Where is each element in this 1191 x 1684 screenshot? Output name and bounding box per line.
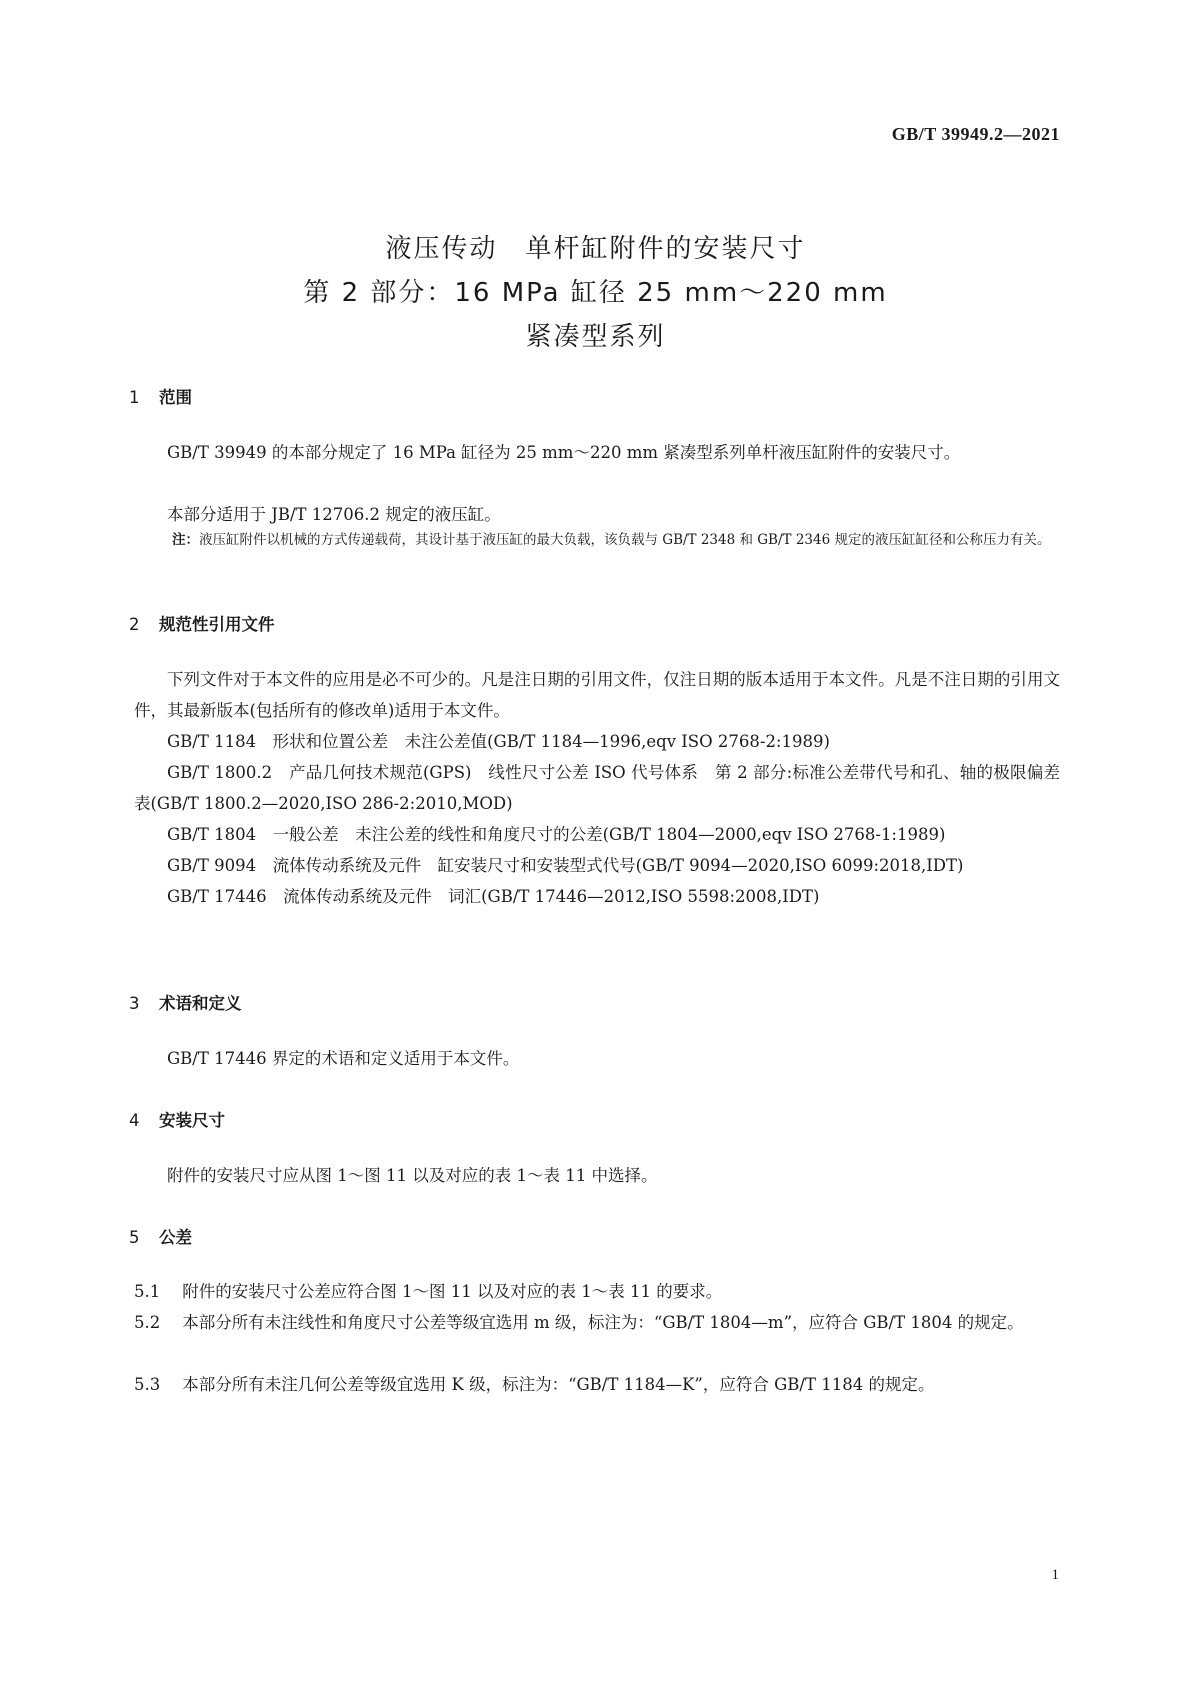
section-title: 规范性引用文件: [159, 615, 275, 634]
section-4-heading: [129, 1107, 225, 1131]
section-2-intro: 下列文件对于本文件的应用是必不可少的。凡是注日期的引用文件，仅注日期的版本适用于本文件。凡是不注日期的引用文件，其最新版本(包括所有的修改单)适用于本文件。: [134, 670, 1060, 720]
note-label: 注：: [172, 532, 199, 548]
section-title: 安装尺寸: [159, 1111, 225, 1130]
section-1-note: [172, 528, 1060, 553]
section-number: 3: [129, 994, 140, 1013]
section-number: 4: [129, 1111, 140, 1130]
section-title: 术语和定义: [159, 994, 242, 1013]
title-line-2: 第 2 部分：16 MPa 缸径 25 mm～220 mm: [303, 278, 888, 308]
title-line-1: 液压传动 单杆缸附件的安装尺寸: [385, 234, 806, 264]
section-5-heading: [129, 1224, 192, 1248]
reference-list: [134, 726, 1060, 912]
reference-item: GB/T 1800.2 产品几何技术规范(GPS) 线性尺寸公差 ISO 代号体系 第 2 部分:标准公差带代号和孔、轴的极限偏差表(GB/T 1800.2—2020,ISO 286-2:2010,MOD): [134, 763, 1060, 813]
clause-5-2: [134, 1307, 1060, 1338]
clause-number: 5.3: [134, 1375, 161, 1394]
clause-text: 本部分所有未注几何公差等级宜选用 K 级，标注为：“GB/T 1184—K”，应符合 GB/T 1184 的规定。: [182, 1375, 935, 1394]
note-text: 液压缸附件以机械的方式传递载荷，其设计基于液压缸的最大负载，该负载与 GB/T 2348 和 GB/T 2346 规定的液压缸缸径和公称压力有关。: [199, 532, 1051, 548]
clause-text: 本部分所有未注线性和角度尺寸公差等级宜选用 m 级，标注为：“GB/T 1804—m”，应符合 GB/T 1804 的规定。: [182, 1313, 1024, 1332]
section-number: 2: [129, 615, 140, 634]
reference-item: GB/T 9094 流体传动系统及元件 缸安装尺寸和安装型式代号(GB/T 9094—2020,ISO 6099:2018,IDT): [167, 856, 964, 875]
section-3-paragraph: GB/T 17446 界定的术语和定义适用于本文件。: [167, 1049, 520, 1068]
section-number: 1: [129, 388, 140, 407]
page-number: 1: [1051, 1567, 1059, 1583]
section-3-heading: [129, 990, 242, 1014]
section-2-heading: [129, 611, 275, 635]
reference-item: GB/T 1184 形状和位置公差 未注公差值(GB/T 1184—1996,eqv ISO 2768-2:1989): [167, 732, 830, 751]
reference-item: GB/T 17446 流体传动系统及元件 词汇(GB/T 17446—2012,ISO 5598:2008,IDT): [167, 887, 820, 906]
clause-number: 5.2: [134, 1313, 161, 1332]
standard-code: GB/T 39949.2—2021: [891, 124, 1060, 144]
section-number: 5: [129, 1228, 140, 1247]
reference-item: GB/T 1804 一般公差 未注公差的线性和角度尺寸的公差(GB/T 1804—2000,eqv ISO 2768-1:1989): [167, 825, 946, 844]
clause-text: 附件的安装尺寸公差应符合图 1～图 11 以及对应的表 1～表 11 的要求。: [182, 1282, 723, 1301]
clause-5-1: [134, 1276, 1060, 1307]
clause-number: 5.1: [134, 1282, 161, 1301]
section-1-heading: [129, 384, 192, 408]
section-title: 范围: [159, 388, 192, 407]
section-title: 公差: [159, 1228, 192, 1247]
section-1-paragraph-2: 本部分适用于 JB/T 12706.2 规定的液压缸。: [167, 505, 501, 524]
section-4-paragraph: 附件的安装尺寸应从图 1～图 11 以及对应的表 1～表 11 中选择。: [167, 1166, 658, 1185]
section-1-paragraph-1: GB/T 39949 的本部分规定了 16 MPa 缸径为 25 mm～220 mm 紧凑型系列单杆液压缸附件的安装尺寸。: [167, 443, 961, 462]
clause-5-3: [134, 1369, 1060, 1400]
title-line-3: 紧凑型系列: [525, 322, 666, 352]
